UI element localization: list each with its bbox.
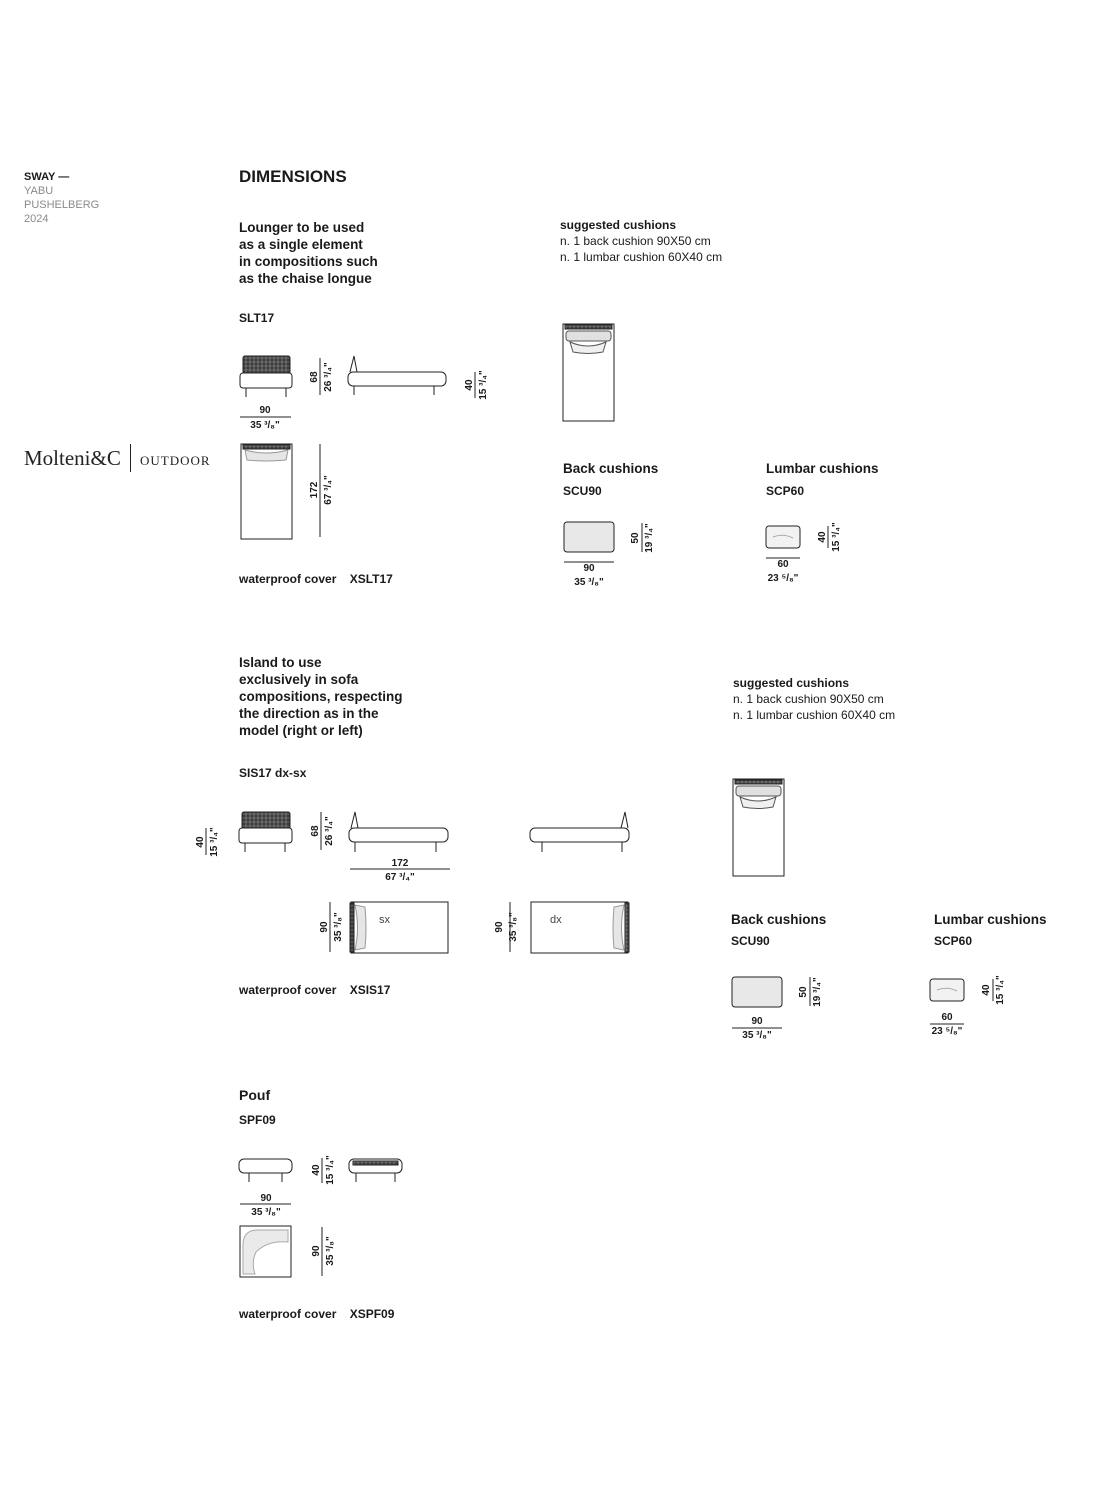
lounger-suggested-title: suggested cushions <box>560 218 677 232</box>
island-sx-label: sx <box>379 914 390 926</box>
pouf-width-dimension <box>240 1193 291 1218</box>
lounger-lumbar-cushion <box>766 522 842 584</box>
lounger-waterproof-cover: waterproof cover XSLT17 <box>239 572 393 586</box>
island-back-cushion-width-cm: 90 <box>751 1016 763 1027</box>
island-lumbar-cushion-height-in: 15 ³/₄" <box>995 975 1006 1005</box>
island-back-cushion-height-cm: 50 <box>798 986 809 998</box>
pouf-height-cm: 40 <box>311 1164 322 1176</box>
island-lumbar-cushions-title: Lumbar cushions <box>934 912 1047 927</box>
pouf-height-in: 15 ³/₄" <box>325 1155 336 1185</box>
pouf-depth-in: 35 ³/₈" <box>325 1236 336 1266</box>
lounger-description: Lounger to be used as a single element in compositions such as the chaise longue <box>239 220 378 286</box>
island-seat-height-in: 15 ³/₄" <box>209 827 220 857</box>
lounger-back-cushions-code: SCU90 <box>563 484 602 498</box>
lounger-lumbar-cushion-width-in: 23 ⁵/₈" <box>767 573 799 584</box>
lounger-lumbar-cushion-height-in: 15 ³/₄" <box>831 522 842 552</box>
lounger-depth-dimension <box>309 444 334 537</box>
island-suggested-top-view <box>733 779 784 876</box>
pouf-depth-cm: 90 <box>311 1245 322 1257</box>
lounger-depth-cm: 172 <box>309 481 320 499</box>
lounger-width-cm: 90 <box>259 405 271 416</box>
lounger-seat-height-cm: 40 <box>464 379 475 391</box>
island-length-in: 67 ³/₄" <box>385 872 415 883</box>
lounger-width-dimension <box>240 405 291 431</box>
designer-line-2: PUSHELBERG <box>24 199 100 211</box>
pouf-title: Pouf <box>239 1087 271 1103</box>
pouf-top-view <box>240 1226 291 1277</box>
brand-line: OUTDOOR <box>140 453 211 468</box>
island-seat-height-cm: 40 <box>195 836 206 848</box>
pouf-code: SPF09 <box>239 1113 276 1127</box>
island-top-view-sx <box>350 902 448 953</box>
lounger-lumbar-cushion-height-cm: 40 <box>817 531 828 543</box>
pouf-width-in: 35 ³/₈" <box>251 1207 281 1218</box>
island-back-cushion-width-in: 35 ³/₈" <box>742 1030 772 1041</box>
lounger-depth-in: 67 ³/₄" <box>323 475 334 505</box>
island-seat-height-dimension <box>195 827 220 857</box>
island-length-cm: 172 <box>391 858 409 869</box>
lounger-back-cushion-width-cm: 90 <box>583 563 595 574</box>
lounger-seat-height-in: 15 ³/₄" <box>478 370 489 400</box>
island-lumbar-cushion <box>930 975 1006 1037</box>
island-dx-depth-in: 35 ³/₈" <box>508 912 519 942</box>
lounger-seat-height-dimension <box>464 370 489 400</box>
island-lumbar-cushion-width-cm: 60 <box>941 1012 953 1023</box>
island-dx-depth-cm: 90 <box>494 921 505 933</box>
island-back-cushion-height-in: 19 ³/₄" <box>812 977 823 1007</box>
lounger-code: SLT17 <box>239 311 275 325</box>
pouf-front-view <box>239 1159 292 1182</box>
lounger-lumbar-cushion-width-cm: 60 <box>777 559 789 570</box>
lounger-front-view <box>240 356 292 397</box>
pouf-side-view <box>349 1159 402 1182</box>
island-back-cushions-title: Back cushions <box>731 912 827 927</box>
island-height-dimension <box>310 812 335 850</box>
island-front-view <box>239 812 292 852</box>
pouf-width-cm: 90 <box>260 1193 272 1204</box>
island-back-cushions-code: SCU90 <box>731 934 770 948</box>
lounger-suggested-lumbar: n. 1 lumbar cushion 60X40 cm <box>560 250 723 264</box>
island-waterproof-cover: waterproof cover XSIS17 <box>239 983 391 997</box>
lounger-height-cm: 68 <box>309 371 320 383</box>
island-sx-depth-cm: 90 <box>319 921 330 933</box>
designer-line-1: YABU <box>24 185 54 197</box>
island-side-view-right <box>530 812 629 852</box>
island-description: Island to use exclusively in sofa compositions, respecting the direction as in the model (right or left) <box>239 655 403 738</box>
lounger-back-cushion-height-in: 19 ³/₄" <box>644 523 655 553</box>
lounger-height-dimension <box>309 358 334 395</box>
island-lumbar-cushion-height-cm: 40 <box>981 984 992 996</box>
pouf-height-dimension <box>311 1155 336 1185</box>
island-dx-depth-dimension <box>494 902 519 952</box>
island-suggested-lumbar: n. 1 lumbar cushion 60X40 cm <box>733 708 896 722</box>
island-side-view-left <box>349 812 448 852</box>
lounger-lumbar-cushions-code: SCP60 <box>766 484 805 498</box>
brand-name: Molteni&C <box>24 446 121 470</box>
lounger-back-cushion-height-cm: 50 <box>630 532 641 544</box>
lounger-width-in: 35 ³/₈" <box>250 420 280 431</box>
island-length-dimension <box>350 858 450 883</box>
island-sx-depth-in: 35 ³/₈" <box>333 912 344 942</box>
island-suggested-back: n. 1 back cushion 90X50 cm <box>733 692 884 706</box>
island-lumbar-cushion-width-in: 23 ⁵/₈" <box>931 1026 963 1037</box>
island-height-cm: 68 <box>310 825 321 837</box>
lounger-back-cushion-width-in: 35 ³/₈" <box>574 577 604 588</box>
island-sx-depth-dimension <box>319 902 344 952</box>
island-lumbar-cushions-code: SCP60 <box>934 934 973 948</box>
island-dx-label: dx <box>550 914 562 926</box>
lounger-back-cushion <box>564 522 655 588</box>
island-height-in: 26 ³/₄" <box>324 816 335 846</box>
island-suggested-title: suggested cushions <box>733 676 850 690</box>
island-code: SIS17 dx-sx <box>239 766 307 780</box>
collection-name: SWAY — <box>24 171 70 183</box>
island-top-view-dx <box>531 902 629 953</box>
lounger-top-view <box>241 444 292 539</box>
pouf-depth-dimension <box>311 1227 336 1276</box>
lounger-side-view <box>348 356 446 395</box>
pouf-waterproof-cover: waterproof cover XSPF09 <box>239 1307 395 1321</box>
lounger-back-cushions-title: Back cushions <box>563 461 659 476</box>
collection-year: 2024 <box>24 213 49 225</box>
lounger-height-in: 26 ³/₄" <box>323 362 334 392</box>
page-title: DIMENSIONS <box>239 167 347 186</box>
island-back-cushion <box>732 977 823 1041</box>
lounger-suggested-back: n. 1 back cushion 90X50 cm <box>560 234 711 248</box>
lounger-lumbar-cushions-title: Lumbar cushions <box>766 461 879 476</box>
lounger-suggested-top-view <box>563 324 614 421</box>
